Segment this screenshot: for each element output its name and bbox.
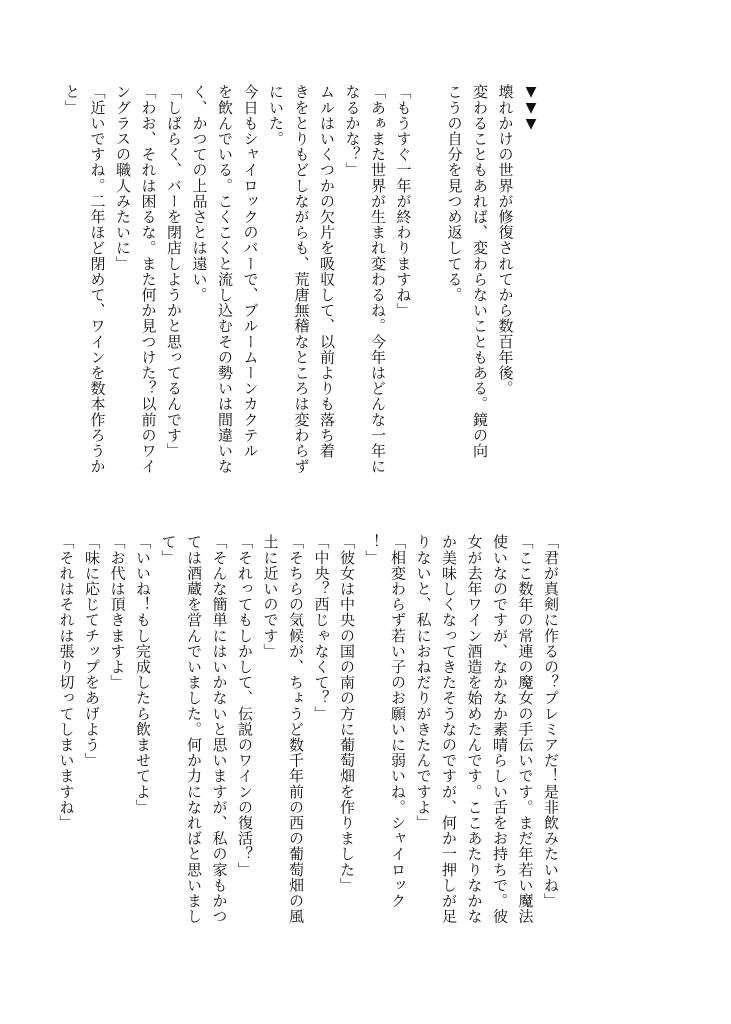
text-line: こうの自分を見つめ返してる。 [445, 84, 464, 303]
text-line: 「近いですね。二年ほど閉めて、ワインを数本作ろうか [88, 84, 107, 474]
text-line: にいた。 [267, 84, 285, 147]
text-line: 「それはそれは張り切ってしまいますね」 [57, 534, 76, 831]
text-line: 今日もシャイロックのバーで、ブルームーンカクテル [241, 84, 260, 459]
text-line: 「あぁまた世界が生まれ変わるね。今年はどんな一年に [369, 84, 387, 474]
text-line: て」 [159, 534, 178, 566]
text-line: ては酒蔵を営んでいました。何か力になればと思いまし [185, 534, 203, 924]
text-line: 「そちらの気候が、ちょうど数千年前の西の葡萄畑の風 [287, 534, 305, 924]
text-line: なるかな？」 [343, 84, 362, 178]
text-line: 「そんな簡単にはいかないと思いますが、私の家もかつ [210, 534, 229, 924]
text-line: 「相変わらず若い子のお願いに弱いね。シャイロック [389, 534, 407, 909]
text-line: 「もうすぐ一年が終わりますね」 [394, 84, 413, 318]
text-line: 「ここ数年の常連の魔女の手伝いです。まだ年若い魔法 [516, 534, 535, 924]
bottom-text-block [57, 534, 563, 924]
text-line: 「お代は頂きますよ」 [108, 534, 127, 690]
text-line: 「わお、それは困るな。また何か見つけた？以前のワイ [139, 84, 158, 474]
text-line: 変わることもあれば、変わらないこともある。鏡の向 [471, 84, 489, 459]
text-line: と」 [63, 84, 81, 116]
text-line: ングラスの職人みたいに」 [114, 84, 132, 272]
text-line: 「彼女は中央の国の南の方に葡萄畑を作りました」 [338, 534, 356, 893]
text-line: 「それってもしかして、伝説のワインの復活？」 [236, 534, 254, 878]
text-line: りないと、私におねだりがきたんですよ」 [414, 534, 433, 831]
text-line: 土に近いのです」 [261, 534, 280, 659]
text-line: を飲んでいる。こくこくと流し込むその勢いは間違いな [216, 84, 234, 474]
text-line: 使いなのですが、なかなか素晴らしい舌をお持ちで。彼 [491, 534, 509, 924]
text-line: 「しばらく、バーを閉店しようかと思ってるんです」 [165, 84, 183, 459]
blank-line [416, 84, 442, 504]
text-line: ！」 [363, 534, 382, 566]
text-line: きをとりもどしながらも、荒唐無稽なところは変わらず [292, 84, 311, 474]
text-line: 「いいね！もし完成したら飲ませてよ」 [134, 534, 152, 815]
text-line: 「味に応じてチップをあげよう」 [83, 534, 101, 768]
top-text-block [63, 84, 543, 504]
text-line: 壊れかけの世界が修復されてから数百年後。 [496, 84, 515, 396]
text-line: ムルはいくつかの欠片を吸収して、以前よりも落ち着 [318, 84, 336, 459]
text-line: く、かつての上品さとは遠い。 [190, 84, 209, 303]
section-marker: ▼▼▼ [523, 84, 539, 132]
text-line: 「中央？西じゃなくて？」 [312, 534, 331, 722]
text-line: か美味しくなってきたそうなのですが、何か一押しが足 [440, 534, 458, 924]
text-line: 「君が真剣に作るの？プレミアだ！是非飲みたいね」 [542, 534, 560, 909]
text-line: 女が去年ワイン酒造を始めたんです。ここあたりなかな [465, 534, 484, 924]
